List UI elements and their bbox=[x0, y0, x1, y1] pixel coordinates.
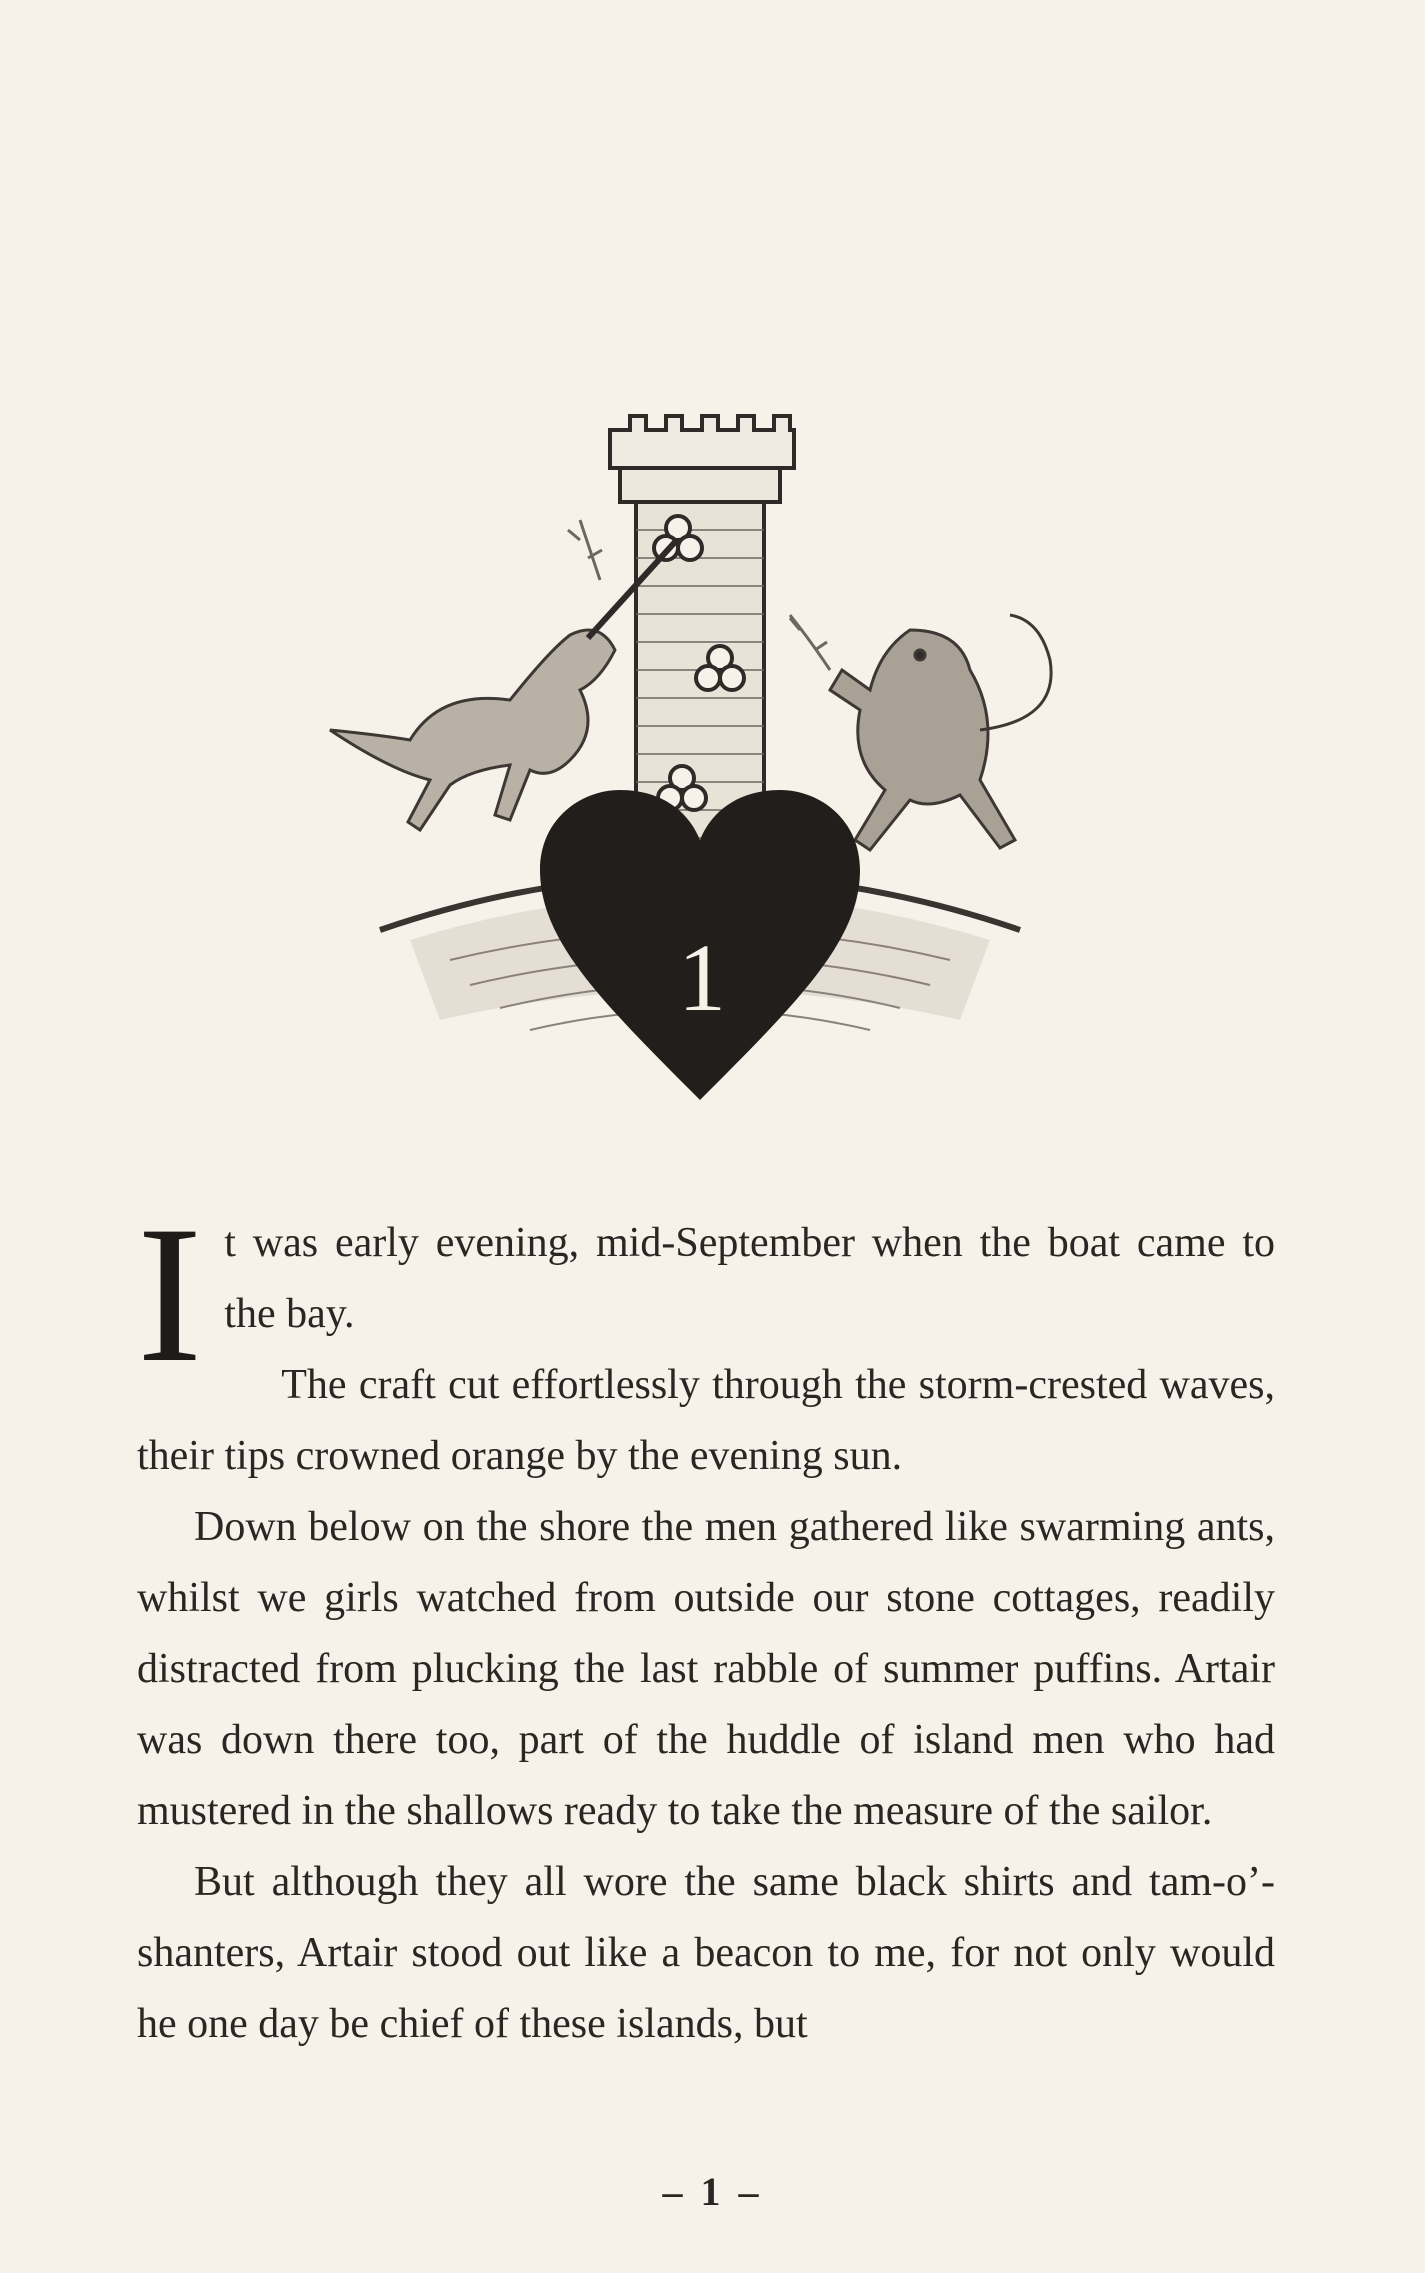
lion-icon bbox=[830, 615, 1051, 850]
paragraph-4: But although they all wore the same black shirts and tam-o’-shanters, Artair stood out like a beacon to me, for not only would he one day be chief of these islands, but bbox=[137, 1859, 1275, 2047]
page-number: – 1 – bbox=[662, 2169, 763, 2214]
chapter-emblem bbox=[270, 400, 1130, 1100]
chapter-number: 1 bbox=[678, 924, 726, 1031]
drop-cap: I bbox=[137, 1186, 203, 1403]
unicorn-icon bbox=[330, 542, 675, 830]
paragraph-3: Down below on the shore the men gathered like swarming ants, whilst we girls watched from outside our stone cottages, readily distracted from plucking the last rabble of summer puffins. Artair was down there too, part of the huddle of island men who had mustered in the shallows ready to take the measure of the sailor. bbox=[137, 1504, 1275, 1834]
paragraph-1: t was early evening, mid-September when the boat came to the bay. bbox=[224, 1220, 1275, 1337]
opening-paragraph bbox=[137, 1186, 1275, 1403]
paragraph-2: The craft cut effortlessly through the storm-crested waves, their tips crowned orange by the evening sun. bbox=[137, 1362, 1275, 1479]
chapter-text bbox=[137, 1186, 1275, 2060]
